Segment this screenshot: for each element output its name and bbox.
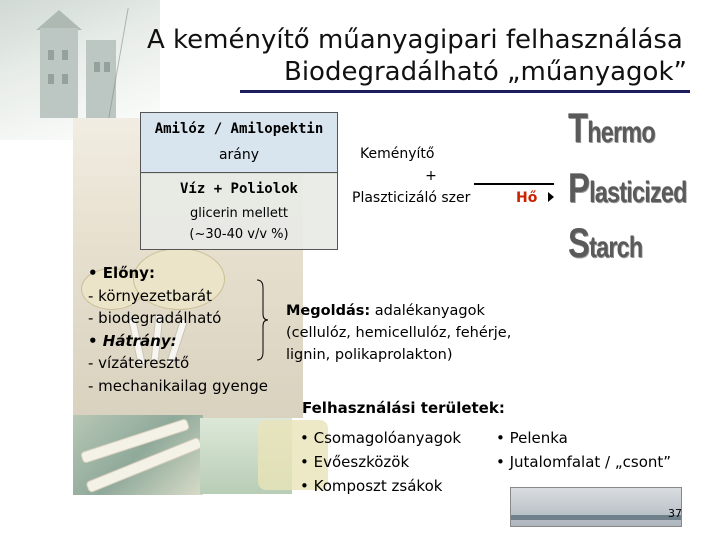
use-item: • Komposzt zsákok [300,477,443,495]
reaction-arrow-head [548,192,554,202]
heat-label: Hő [516,190,538,206]
advantage-heading: • Előny: [88,264,155,282]
tps-starch: Starch [568,219,643,266]
solution-line2: (cellulóz, hemicellulóz, fehérje, [286,325,512,341]
curly-bracket-icon [255,278,269,362]
concentration-note: (~30-40 v/v %) [189,227,289,242]
tps-plasticized: Plasticized [568,164,687,211]
solution-text [286,300,511,366]
advantage-item: - környezetbarát [88,286,212,305]
solution-label: Megoldás: [286,303,371,319]
slide-subtitle: Biodegradálható „műanyagok” [284,57,687,87]
plasticizer-label: Plaszticizáló szer [352,190,471,206]
pros-cons-list [88,262,268,397]
tps-thermo: Thermo [568,104,655,151]
solution-additives: adalékanyagok [370,303,485,319]
university-logo-image [510,487,682,527]
amylose-ratio-label: Amilóz / Amilopektin [154,121,324,137]
disadvantage-heading: • Hátrány: [88,331,177,350]
starch-plasticizer-text [352,143,506,209]
slide-title: A keményítő műanyagipari felhasználása [147,25,683,55]
use-item: • Jutalomfalat / „csont” [496,453,672,471]
starch-label: Keményítő [360,146,435,162]
uses-heading: Felhasználási területek: [302,399,505,417]
plus-sign: + [425,168,437,184]
use-item: • Csomagolóanyagok [300,429,462,447]
reaction-arrow-line [474,183,554,185]
use-item: • Evőeszközök [300,453,410,471]
solution-line3: lignin, polikaprolakton) [286,347,453,363]
amylose-ratio-sub: arány [218,147,260,163]
title-underline [240,90,690,93]
water-polyol-box [140,172,338,250]
packaging-photo [73,415,203,495]
disadvantage-item: - vízáteresztő [88,354,190,372]
disadvantage-item: - mechanikailag gyenge [88,376,268,395]
page-number: 37 [668,507,682,520]
uses-column-1 [300,426,461,498]
amylose-ratio-box [140,112,338,174]
uses-column-2 [496,426,671,474]
advantage-item: - biodegradálható [88,309,222,327]
use-item: • Pelenka [496,429,568,447]
water-polyol-label: Víz + Poliolok [179,181,298,197]
glycerol-note: glicerin mellett [189,206,289,221]
